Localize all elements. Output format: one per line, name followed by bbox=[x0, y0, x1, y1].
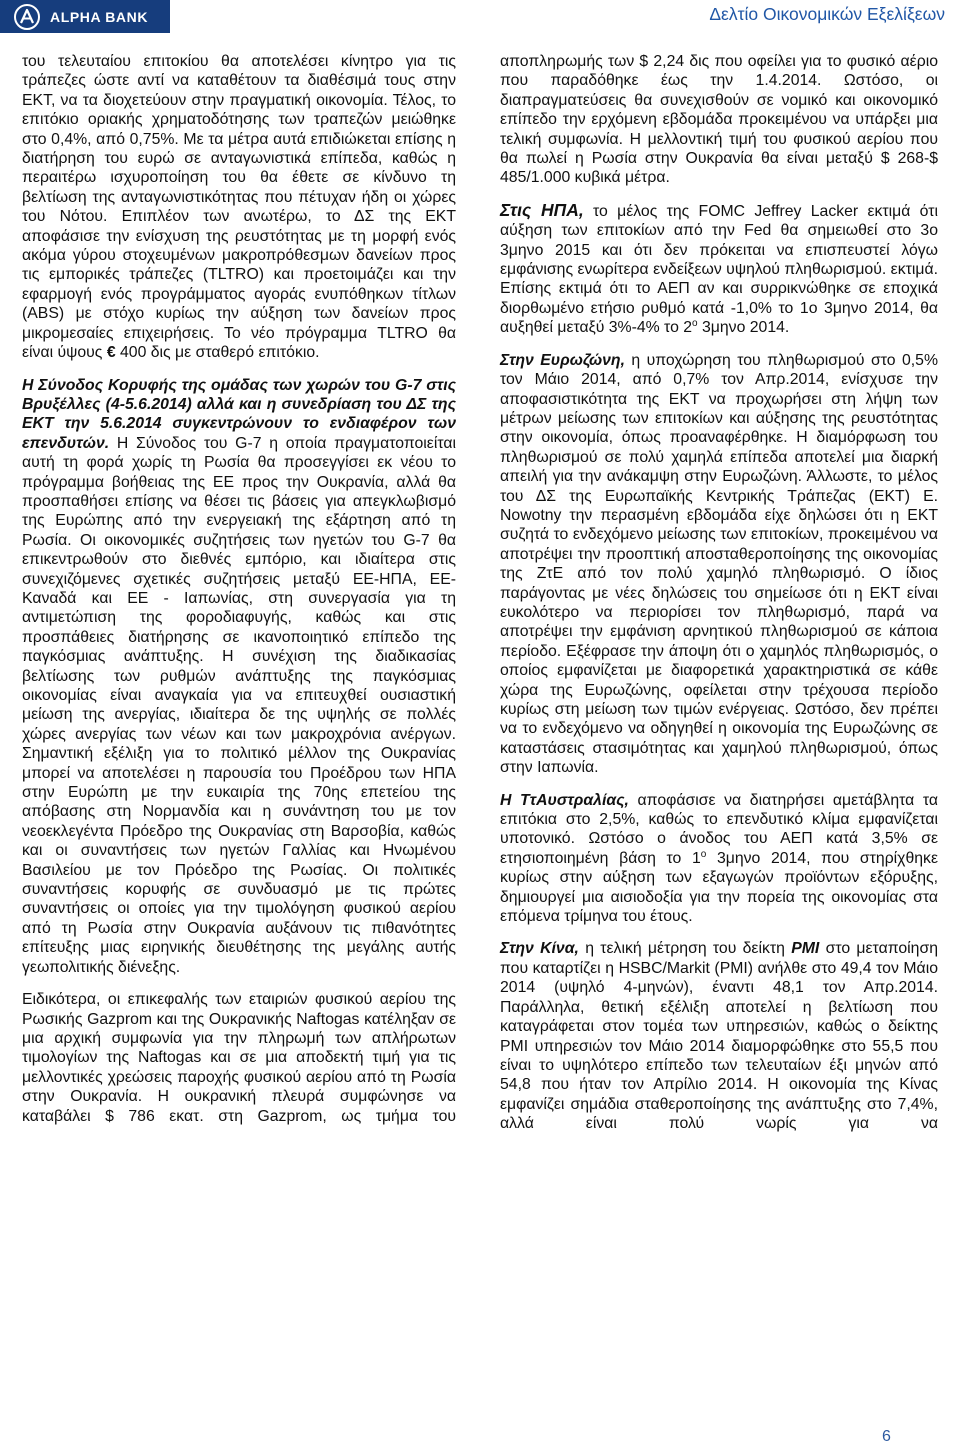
ordinal-superscript: ο bbox=[692, 318, 698, 330]
emphasis-text: Στην Ευρωζώνη, bbox=[500, 351, 625, 369]
body-text: στο μεταποίηση που καταρτίζει η HSBC/Markit (PMI) ανήλθε στο 49,4 τον Μάιο 2014 (υψηλό 4-μηνών), έναντι 48,1 τον Απρ.2014. Παράλληλα, θετική εξέλιξη αποτελεί η βελτίωση που καταγράφεται στον τομέα των υπηρεσιών, καθώς ο δείκτης PMI υπηρεσιών τον Μάιο 2014 διαμορφώθηκε στο 55,5 που είναι το υψηλότερο επίπεδο των τελευταίων έξι μηνών από 54,8 που ήταν τον Απρίλιο 2014. Η οικονομία της Κίνας εμφανίζει σημάδια σταθεροποίησης της ανάπτυξης στο 7,4%, αλλά είναι πολύ νωρίς για να bbox=[500, 940, 938, 1133]
body-text: 3μηνο 2014. bbox=[697, 319, 790, 337]
emphasis-text: Στην Κίνα, bbox=[500, 940, 579, 958]
paragraph bbox=[22, 52, 456, 363]
body-text: του τελευταίου επιτοκίου θα αποτελέσει κίνητρο για τις τράπεζες ώστε αντί να καταθέτουν τα διαθέσιμά τους στην ΕΚΤ, να τα διοχετεύουν στην πραγματική οικονομία. Τέλος, το επιτόκιο οριακής χρηματοδότησης των τραπεζών μειώθηκε στο 0,4%, από 0,75%. Με τα μέτρα αυτά επιδιώκεται επίσης η διατήρηση του ευρώ σε ανταγωνιστικά επίπεδα, καθώς η περαιτέρω ισχυροποίηση του θα έθετε σε κίνδυνο τη βελτίωση της ανταγωνιστικότητας που πέτυχαν ήδη οι χώρες του Νότου. Επιπλέον των ανωτέρω, το ΔΣ της ΕΚΤ αποφάσισε την ενίσχυση της ρευστότητας με τη μορφή ενός ακόμα γύρου στοχευμένων μακροπρόθεσμων δανείων προς τις εμπορικές τράπεζες (TLTRO) και προετοιμάζει και την εφαρμογή ενός προγράμματος αγοράς ενυπόθηκων τίτλων (ABS) με στόχο κυρίως την αύξηση των δανείων προς μικρομεσαίες επιχειρήσεις. Το νέο πρόγραμμα TLTRO θα είναι ύψους bbox=[22, 53, 456, 362]
section-lead-text: Στις ΗΠΑ, bbox=[500, 199, 584, 220]
alpha-bank-emblem-icon bbox=[13, 3, 41, 31]
paragraph bbox=[500, 791, 938, 927]
paragraph bbox=[500, 939, 938, 1133]
publication-title: Δελτίο Οικονομικών Εξελίξεων bbox=[709, 4, 945, 24]
body-text: αποπληρωμής των $ 2,24 δις που οφείλει για το φυσικό αέριο που παραδόθηκε έως την 1.4.2014. Ωστόσο, οι διαπραγματεύσεις θα συνεχισθούν σε νομικό και οικονομικό επίπεδο την ερχόμενη εβδομάδα προκειμένου να υπάρξει μια τελική συμφωνία. Η μελλοντική τιμή του φυσικού αερίου που θα πωλεί η Ρωσία στην Ουκρανία θα είναι μεταξύ $ 268-$ 485/1.000 κυβικά μέτρα. bbox=[500, 53, 938, 187]
paragraph bbox=[500, 351, 938, 778]
body-text: 3μηνο 2014, που στηρίχθηκε κυρίως στην αύξηση των εξαγωγών προϊόντων εξόρυξης, δημιουργεί μια αισιοδοξία για την πορεία της οικονομίας στα επόμενα τρίμηνα του έτους. bbox=[500, 849, 938, 926]
emphasis-text: PMI bbox=[791, 940, 820, 958]
bank-logo bbox=[0, 0, 170, 33]
ordinal-superscript: ο bbox=[700, 848, 707, 860]
body-text: η υποχώρηση του πληθωρισμού στο 0,5% τον Μάιο 2014, από 0,7% τον Απρ.2014, ενίσχυσε την αποφασιστικότητα της ΕΚΤ να προχωρήσει στη λήψη των μέτρων μείωσης των επιτοκίων και αύξησης της ρευστότητας στην οικονομία, όπως προαναφέρθηκε. Η διαμόρφωση του πληθωρισμού σε πολύ χαμηλά επίπεδα αποτελεί μια διαρκή απειλή για την ανάκαμψη στην Ευρωζώνη. Άλλωστε, το μέλος του ΔΣ της Ευρωπαϊκής Κεντρικής Τράπεζας (ΕΚΤ) Ε. Nowotny την περασμένη εβδομάδα είχε δηλώσει ότι η ΕΚΤ συζητά το ενδεχόμενο μείωσης των επιτοκίων, προκειμένου να αποτρέψει την προοπτική αποσταθεροποίησης της οικονομίας της ΖτΕ από τον πολύ χαμηλό πληθωρισμό. Ο ίδιος παράγοντας με νέες δηλώσεις του σημείωσε ότι η ΕΚΤ είναι ευκολότερο να περιορίσει τον πληθωρισμό, παρά να αποτρέψει την εμφάνιση αρνητικού πληθωρισμού σε κάποια περίοδο. Εξέφρασε την άποψη ότι ο χαμηλός πληθωρισμός, ο οποίος εμφανίζεται με διαφορετικά χαρακτηριστικά σε κάθε χώρα της Ευρωζώνης, οφείλεται στην τρέχουσα περίοδο κυρίως στη μείωση των τιμών ενέργειας. Ωστόσο, δεν πρέπει να το ενδεχόμενο να οδηγηθεί η οικονομία της Ευρωζώνης σε καταστάσεις στασιμότητας και χαμηλού πληθωρισμού, όπως στην Ιαπωνία. bbox=[500, 351, 938, 777]
paragraph bbox=[500, 52, 938, 188]
left-column bbox=[22, 52, 456, 1126]
right-column bbox=[500, 52, 938, 1134]
body-text: Η Σύνοδος του G-7 η οποία πραγματοποιείται αυτή τη φορά χωρίς τη Ρωσία θα προσεγγίσει εκ νέου το πρόγραμμα βοήθειας της ΕΕ προς την Ουκρανία, αλλά θα προσπαθήσει επίσης να θέσει τις βάσεις για απεγκλωβισμό της Ευρώπης από την ενεργειακή της εξάρτηση από τη Ρωσία. Οι οικονομικές συζητήσεις των ηγετών του G-7 θα επικεντρωθούν στο διεθνές εμπόριο, και ιδιαίτερα στις συνεχιζόμενες σχετικές συζητήσεις μεταξύ ΕΕ-ΗΠΑ, ΕΕ-Καναδά και ΕΕ - Ιαπωνίας, στη συνεργασία για τη αντιμετώπιση της φοροδιαφυγής, καθώς και στις προσπάθειες διατήρησης σε ικανοποιητικό επίπεδο της παγκόσμιας ανάπτυξης. Η συνέχιση της διαδικασίας βελτίωσης των ρυθμών ανάπτυξης της παγκόσμιας οικονομίας είναι αναγκαία για να επιτευχθεί ουσιαστική μείωση της ανεργίας, ιδιαίτερα δε της υψηλής σε πολλές χώρες ανεργίας των νέων και των μακροχρόνια ανέργων. Σημαντική εξέλιξη για το πολιτικό μέλλον της Ουκρανίας μπορεί να αποτελέσει η παρουσία του Προέδρου των ΗΠΑ στην Ευρώπη με την ευκαιρία της 70ης επετείου της απόβασης στη Νορμανδία και η συνάντηση του με τον νεοεκλεγέντα Πρόεδρο της Ουκρανίας στη Βαρσοβία, καθώς και οι συναντήσεις των ηγετών Γαλλίας και Ηνωμένου Βασιλείου με τον Πρόεδρο της Ρωσίας. Οι πολιτικές συναντήσεις κορυφής σε συνδυασμό με τις πρώτες συναντήσεις οι οποίες για την τιμολόγηση φυσικού αερίου από τη Ρωσία στην Ουκρανία αυξάνουν τις πιθανότητες επίτευξης μιας ειρηνικής διευθέτησης της μεγάλης αυτής γεωπολιτικής διένεξης. bbox=[22, 434, 456, 976]
body-text: αποφάσισε να διατηρήσει αμετάβλητα τα επιτόκια στο 2,5%, καθώς το επενδυτικό κλίμα εμφανίζεται υποτονικό. Ωστόσο ο άνοδος του ΑΕΠ κατά 3,5% σε ετησιοποιημένη βάση το 1 bbox=[500, 791, 939, 867]
emphasis-text: Η Σύνοδος Κορυφής της ομάδας των χωρών του G-7 στις Βρυξέλλες (4-5.6.2014) αλλά και η συνεδρίαση του ΔΣ της ΕΚΤ την 5.6.2014 συγκεντρώνουν το ενδιαφέρον των επενδυτών. bbox=[22, 376, 456, 452]
bank-name: ALPHA BANK bbox=[50, 8, 149, 25]
emphasis-text: Η ΤτΑυστραλίας, bbox=[500, 791, 629, 809]
body-text: Ειδικότερα, οι επικεφαλής των εταιριών φυσικού αερίου της Ρωσικής Gazprom και της Ουκρανικής Naftogas κατέληξαν σε μια αρχική συμφωνία για την πληρωμή των απλήρωτων τιμολογίων της Naftogas και σε μια αποδεκτή τιμή για τις μελλοντικές χρεώσεις παροχής φυσικού αερίου από τη Ρωσία στην Ουκρανία. Η ουκρανική πλευρά συμφώνησε να καταβάλει $ 786 εκατ. στη Gazprom, ως τμήμα του bbox=[22, 991, 456, 1125]
body-text: το μέλος της FOMC Jeffrey Lacker εκτιμά ότι αύξηση των επιτοκίων από την Fed θα σημειωθεί στο 3ο 3μηνο 2015 και ότι δεν πρόκειται να επισπευστεί λόγω εμφάνισης ενωρίτερα ενδείξεων υψηλού πληθωρισμού. εκτιμά. Επίσης εκτιμά ότι το ΑΕΠ αν και συρρικνώθηκε σε εποχικά διορθωμένο ετήσιο ρυθμό κατά -1,0% το 1ο 3μηνο 2014, θα αυξηθεί μεταξύ 3%-4% το 2 bbox=[500, 202, 938, 337]
paragraph bbox=[22, 990, 456, 1126]
paragraph bbox=[500, 201, 938, 338]
body-text: η τελική μέτρηση του δείκτη bbox=[578, 940, 792, 958]
paragraph bbox=[22, 376, 456, 978]
currency-symbol: € bbox=[106, 344, 116, 362]
body-text: 400 δις με σταθερό επιτόκιο. bbox=[115, 344, 320, 362]
page-number: 6 bbox=[882, 1428, 891, 1445]
